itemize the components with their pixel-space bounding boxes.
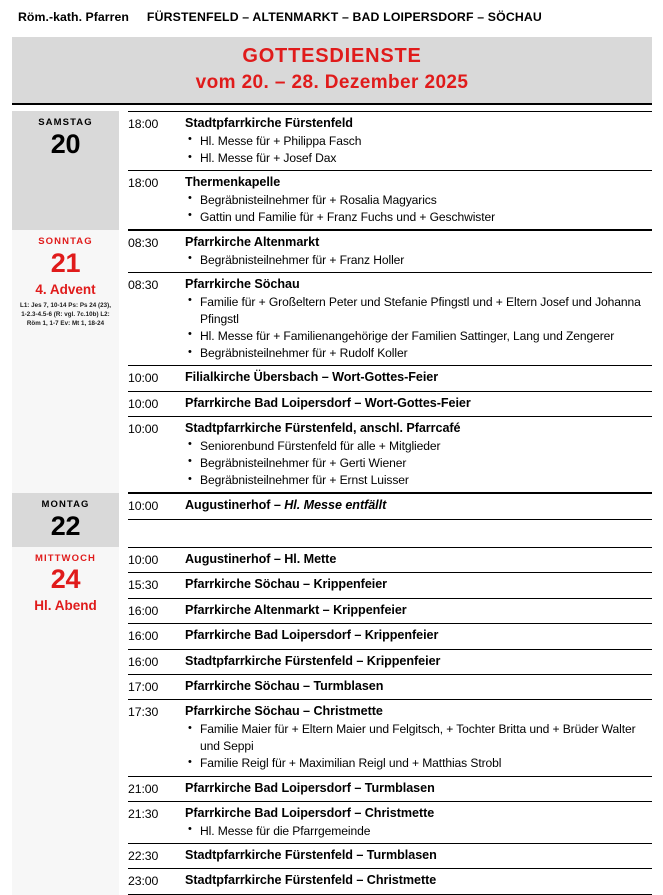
service-title: Pfarrkirche Bad Loipersdorf – Turmblasen <box>185 780 435 795</box>
day-header-cell <box>12 230 119 493</box>
service-entry <box>128 170 652 229</box>
service-entry <box>128 598 652 623</box>
service-title: Filialkirche Übersbach – Wort-Gottes-Feier <box>185 370 439 385</box>
day-group <box>12 230 652 493</box>
intention-item: • Begräbnisteilnehmer für + Franz Holler <box>185 252 652 269</box>
service-title: Pfarrkirche Söchau – Krippenfeier <box>185 577 388 592</box>
masthead-parishes: FÜRSTENFELD – ALTENMARKT – BAD LOIPERSDORF – SÖCHAU <box>146 10 542 24</box>
banner-title: GOTTESDIENSTE <box>242 44 422 67</box>
intention-item: • Familie Reigl für + Maximilian Reigl und + Matthias Strobl <box>185 755 652 772</box>
service-entry <box>128 868 652 893</box>
service-title: Stadtpfarrkirche Fürstenfeld – Krippenfeier <box>185 653 441 668</box>
service-body <box>180 575 652 594</box>
service-time: 16:00 <box>128 654 159 669</box>
day-weekday: MONTAG <box>41 499 90 511</box>
intention-item: • Familie Maier für + Eltern Maier und Felgitsch, + Tochter Britta und + Brüder Walter und Seppi <box>185 721 652 755</box>
service-title: Stadtpfarrkirche Fürstenfeld, anschl. Pfarrcafé <box>185 421 461 436</box>
service-body <box>180 114 652 167</box>
intention-item: • Gattin und Familie für + Franz Fuchs und + Geschwister <box>185 209 652 226</box>
service-time: 10:00 <box>128 422 159 437</box>
intention-list <box>185 721 652 773</box>
service-entry <box>128 547 652 572</box>
service-entry <box>128 493 652 518</box>
service-body <box>180 601 652 620</box>
service-time: 08:30 <box>128 236 159 251</box>
day-feast-label: Hl. Abend <box>34 598 97 614</box>
service-entry <box>128 623 652 648</box>
service-entry <box>128 111 652 170</box>
intention-item: • Hl. Messe für die Pfarrgemeinde <box>185 823 652 840</box>
banner-subtitle: vom 20. – 28. Dezember 2025 <box>195 71 469 93</box>
day-number: 22 <box>50 510 81 541</box>
masthead <box>0 0 663 25</box>
service-title: Thermenkapelle <box>185 175 281 190</box>
service-time: 10:00 <box>128 396 159 411</box>
service-entry <box>128 365 652 390</box>
service-title: Stadtpfarrkirche Fürstenfeld – Turmblasen <box>185 847 437 862</box>
intention-list <box>185 294 652 363</box>
day-weekday: SONNTAG <box>38 236 93 248</box>
intention-item: • Hl. Messe für + Philippa Fasch <box>185 133 652 150</box>
service-title-note: Hl. Messe entfällt <box>284 498 387 513</box>
service-time: 17:00 <box>128 680 159 695</box>
intention-list <box>185 252 652 269</box>
service-title: Pfarrkirche Bad Loipersdorf – Krippenfeier <box>185 628 439 643</box>
service-title: Pfarrkirche Söchau – Turmblasen <box>185 679 384 694</box>
service-time: 18:00 <box>128 176 159 191</box>
intention-item: • Hl. Messe für + Josef Dax <box>185 150 652 167</box>
service-entry <box>128 416 652 492</box>
intention-list <box>185 438 652 490</box>
intention-item: • Seniorenbund Fürstenfeld für alle + Mitglieder <box>185 438 652 455</box>
service-title: Pfarrkirche Bad Loipersdorf – Christmette <box>185 806 435 821</box>
service-time: 16:00 <box>128 629 159 644</box>
intention-list <box>185 192 652 226</box>
intention-item: • Begräbnisteilnehmer für + Rosalia Magyarics <box>185 192 652 209</box>
service-entry <box>128 572 652 597</box>
service-title <box>185 496 652 515</box>
service-entry <box>128 674 652 699</box>
service-body <box>180 626 652 645</box>
day-group <box>12 111 652 230</box>
day-feast-label: 4. Advent <box>35 281 96 297</box>
service-entry <box>128 272 652 365</box>
service-time: 16:00 <box>128 603 159 618</box>
service-title: Pfarrkirche Altenmarkt – Krippenfeier <box>185 602 407 617</box>
service-entry <box>128 649 652 674</box>
title-banner <box>12 37 652 106</box>
service-time: 10:00 <box>128 552 159 567</box>
day-events <box>119 111 652 230</box>
day-events <box>119 493 652 547</box>
service-time: 21:00 <box>128 781 159 796</box>
service-title: Augustinerhof – Hl. Mette <box>185 551 337 566</box>
service-body <box>180 394 652 413</box>
intention-list <box>185 823 652 840</box>
service-title: Stadtpfarrkirche Fürstenfeld – Christmette <box>185 873 437 888</box>
service-body <box>180 702 652 772</box>
day-group <box>12 493 652 547</box>
service-title: Pfarrkirche Söchau – Christmette <box>185 704 383 719</box>
day-weekday: SAMSTAG <box>38 117 93 129</box>
service-title: Pfarrkirche Bad Loipersdorf – Wort-Gottes-Feier <box>185 395 471 410</box>
service-time: 18:00 <box>128 117 159 132</box>
service-title: Pfarrkirche Söchau <box>185 276 300 291</box>
service-body <box>180 652 652 671</box>
service-entry <box>128 843 652 868</box>
service-body <box>180 550 652 569</box>
day-header-cell <box>12 547 119 895</box>
day-header-cell <box>12 493 119 547</box>
day-weekday: MITTWOCH <box>34 552 97 564</box>
intention-item: • Familie für + Großeltern Peter und Stefanie Pfingstl und + Eltern Josef und Johanna Pfingstl <box>185 294 652 328</box>
day-group <box>12 547 652 895</box>
service-time: 08:30 <box>128 277 159 292</box>
service-body <box>180 871 652 890</box>
day-number: 21 <box>50 247 81 278</box>
masthead-label: Röm.-kath. Pfarren <box>18 10 129 24</box>
service-body <box>180 275 652 362</box>
day-events <box>119 230 652 493</box>
intention-item: • Begräbnisteilnehmer für + Gerti Wiener <box>185 455 652 472</box>
day-group-rule <box>128 519 652 520</box>
day-number: 20 <box>50 128 81 159</box>
schedule <box>12 111 652 895</box>
service-body <box>180 173 652 226</box>
service-time: 15:30 <box>128 578 159 593</box>
service-entry <box>128 699 652 775</box>
service-entry <box>128 391 652 416</box>
intention-item: • Begräbnisteilnehmer für + Rudolf Koller <box>185 345 652 362</box>
day-readings: L1: Jes 7, 10-14 Ps: Ps 24 (23), 1-2.3-4.5-6 (R: vgl. 7c.10b) L2: Röm 1, 1-7 Ev: Mt 1, 18-24 <box>19 302 112 327</box>
service-body <box>180 233 652 269</box>
day-events <box>119 547 652 895</box>
day-number: 24 <box>50 564 81 595</box>
intention-item: • Begräbnisteilnehmer für + Ernst Luisser <box>185 472 652 489</box>
service-time: 17:30 <box>128 705 159 720</box>
service-body <box>180 368 652 387</box>
service-body <box>180 419 652 489</box>
service-time: 10:00 <box>128 371 159 386</box>
service-body <box>180 496 652 515</box>
service-title: Pfarrkirche Altenmarkt <box>185 235 320 250</box>
day-header-cell <box>12 111 119 230</box>
service-entry <box>128 230 652 272</box>
service-body <box>180 846 652 865</box>
service-time: 21:30 <box>128 807 159 822</box>
service-title: Stadtpfarrkirche Fürstenfeld <box>185 116 353 131</box>
service-time: 23:00 <box>128 874 159 889</box>
service-body <box>180 804 652 840</box>
service-time: 22:30 <box>128 848 159 863</box>
intention-item: • Hl. Messe für + Familienangehörige der Familien Sattinger, Lang und Zengerer <box>185 328 652 345</box>
service-entry <box>128 776 652 801</box>
service-entry <box>128 801 652 843</box>
service-body <box>180 677 652 696</box>
intention-list <box>185 133 652 167</box>
service-time: 10:00 <box>128 499 159 514</box>
service-title-text: Augustinerhof – <box>185 498 285 513</box>
service-body <box>180 779 652 798</box>
